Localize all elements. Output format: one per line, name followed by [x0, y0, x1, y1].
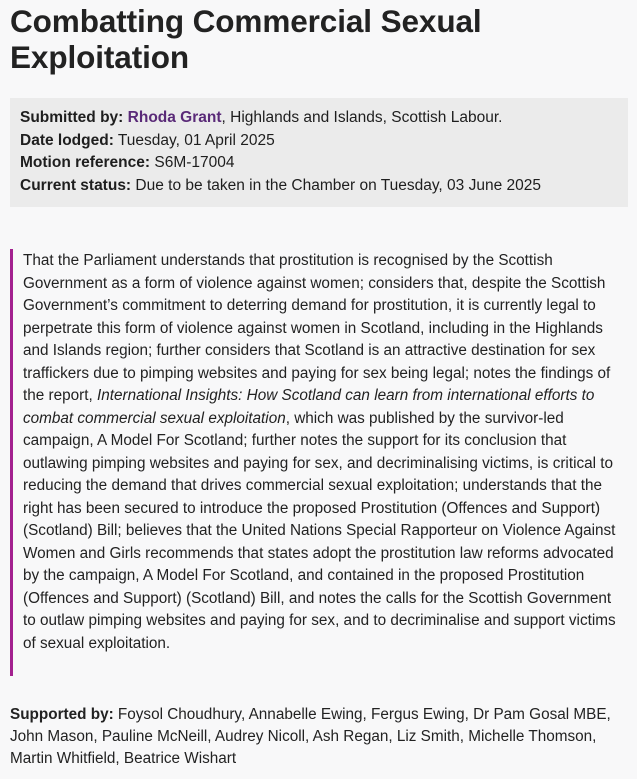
- date-lodged-label: Date lodged:: [20, 131, 114, 149]
- motion-reference-label: Motion reference:: [20, 154, 151, 171]
- motion-text: [10, 249, 628, 676]
- submitted-by-row: [20, 107, 618, 130]
- date-lodged-value: Tuesday, 01 April 2025: [117, 131, 275, 149]
- supported-by-names: Foysol Choudhury, Annabelle Ewing, Fergus Ewing, Dr Pam Gosal MBE, John Mason, Pauline McNeill, Audrey Nicoll, Ash Regan, Liz Smith, Michelle Thomson, Martin Whitfield, Beatrice Wishart: [10, 706, 611, 767]
- submitted-by-label: Submitted by:: [20, 109, 124, 126]
- current-status-row: [20, 175, 618, 198]
- supported-by-label: Supported by:: [10, 706, 114, 723]
- motion-reference-value: S6M-17004: [154, 154, 235, 171]
- page-title: Combatting Commercial Sexual Exploitation: [10, 3, 482, 75]
- current-status-label: Current status:: [20, 176, 132, 194]
- submitted-by-details: , Highlands and Islands, Scottish Labour.: [221, 109, 503, 126]
- motion-text-part-2: , which was published by the survivor-led campaign, A Model For Scotland; further notes the support for its conclusion that outlawing pimping websites and paying for sex, and decriminalising victims, is critical to reducing the demand that drives commercial sexual exploitation; understands that the right has been secured to introduce the proposed Prostitution (Offences and Support) (Scotland) Bill; believes that the United Nations Special Rapporteur on Violence Against Women and Girls recommends that states adopt the prostitution law reforms advocated by the campaign, A Model For Scotland, and contained in the proposed Prostitution (Offences and Support) (Scotland) Bill, and notes the calls for the Scottish Government to outlaw pimping websites and paying for sex, and to decriminalise and support victims of sexual exploitation.: [23, 409, 616, 652]
- supported-by: [10, 704, 628, 770]
- member-link[interactable]: Rhoda Grant: [127, 109, 222, 126]
- motion-text-part-1: That the Parliament understands that prostitution is recognised by the Scottish Government as a form of violence against women; considers that, despite the Scottish Government’s commitment to deterring demand for prostitution, it is currently legal to perpetrate this form of violence against women in Scotland, including in the Highlands and Islands region; further considers that Scotland is an attractive destination for sex traffickers due to pimping websites and paying for sex being legal; notes the findings of the report,: [23, 252, 611, 404]
- report-title: International Insights: How Scotland can learn from international efforts to combat commercial sexual exploitation: [23, 387, 595, 427]
- motion-reference-row: [20, 152, 618, 175]
- current-status-value: Due to be taken in the Chamber on Tuesday, 03 June 2025: [135, 176, 541, 194]
- motion-details-box: [10, 98, 628, 207]
- date-lodged-row: [20, 130, 618, 153]
